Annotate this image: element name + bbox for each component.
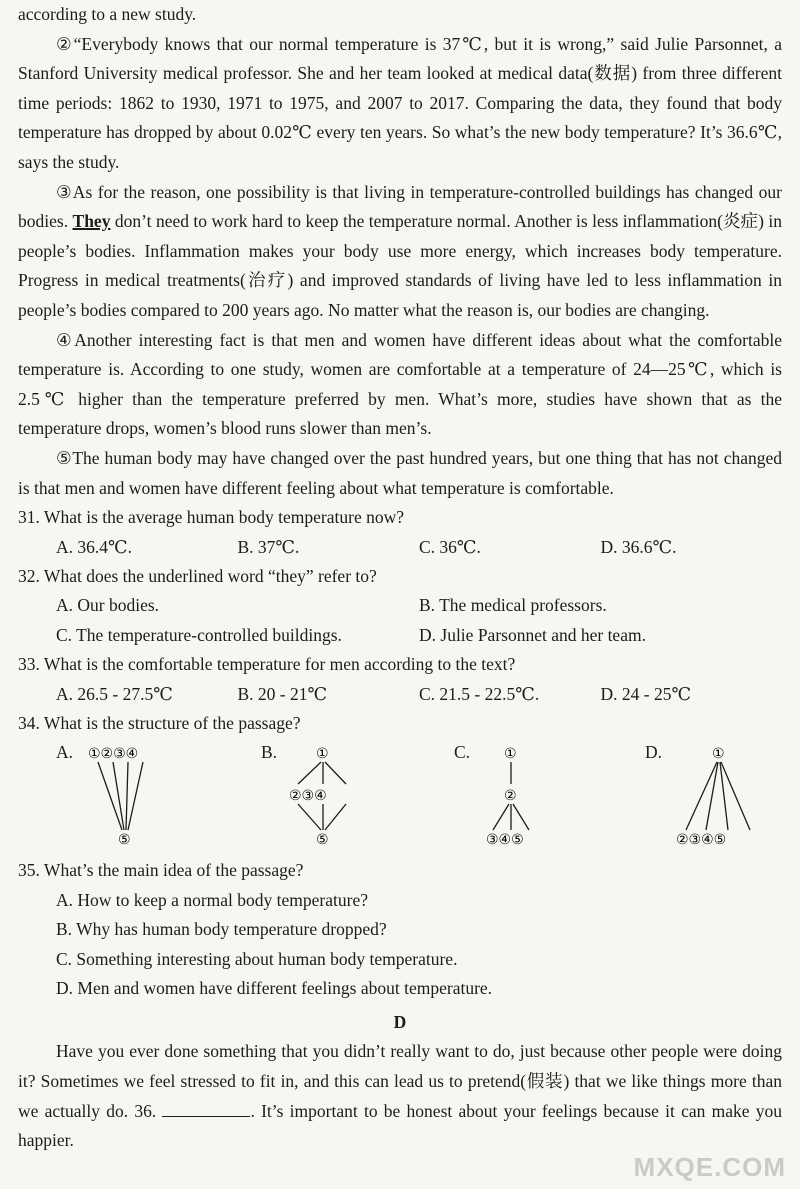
site-watermark: MXQE.COM <box>633 1152 786 1182</box>
question-31-options <box>18 533 782 562</box>
answer-blank-36[interactable] <box>162 1102 250 1117</box>
diagram-d-line-3 <box>720 762 728 830</box>
section-d-heading: D <box>393 1012 407 1033</box>
diagram-b-top-node: ① <box>316 746 329 763</box>
structure-diagram-c <box>473 738 573 856</box>
passage-paragraph-2: ②“Everybody knows that our normal temperature is 37℃, but it is wrong,” said Julie Parsonnet, a Stanford University medical professor. She and her team looked at medical data(数据) from three different time periods: 1862 to 1930, 1971 to 1975, and 2007 to 2017. Comparing the data, they found that body temperature has dropped by about 0.02℃ every ten years. So what’s the new body temperature? It’s 36.6℃, says the study. <box>18 33 782 172</box>
q34-option-c-label[interactable]: C. <box>454 742 471 763</box>
question-33-options <box>18 680 782 709</box>
q31-option-a[interactable]: A. 36.4℃. <box>56 536 132 557</box>
q35-option-b[interactable]: B. Why has human body temperature dropped? <box>56 919 387 940</box>
diagram-a-bottom-node: ⑤ <box>118 832 131 849</box>
passage-line-continued: according to a new study. <box>18 4 197 24</box>
section-d-paragraph <box>18 1037 782 1155</box>
diagram-a-top-nodes: ①②③④ <box>88 746 139 763</box>
q33-option-a[interactable]: A. 26.5 - 27.5℃ <box>56 683 173 704</box>
q35-option-c[interactable]: C. Something interesting about human body temperature. <box>56 948 458 969</box>
diagram-a-line-4 <box>128 762 143 830</box>
q34-option-d-label[interactable]: D. <box>645 742 663 763</box>
q31-option-b[interactable]: B. 37℃. <box>237 536 300 557</box>
diagram-b-line-4 <box>298 804 321 830</box>
question-31: 31. What is the average human body temperature now? <box>18 507 404 528</box>
question-35-option-d-row <box>18 974 782 1003</box>
q31-option-c[interactable]: C. 36℃. <box>419 536 481 557</box>
structure-diagram-d <box>668 738 778 856</box>
passage-paragraph-5: ⑤The human body may have changed over the past hundred years, but one thing that has not changed is that men and women have different feeling about what temperature is comfortable. <box>18 447 782 498</box>
q32-option-a[interactable]: A. Our bodies. <box>56 595 160 616</box>
q35-option-d[interactable]: D. Men and women have different feelings about temperature. <box>56 977 493 998</box>
q34-option-a-label[interactable]: A. <box>56 742 74 763</box>
p3-text-before: ③As for the reason, one possibility is that living in temperature-controlled buildings has changed our bodies. <box>18 181 782 232</box>
diagram-a-line-3 <box>126 762 128 830</box>
diagram-c-bottom-nodes: ③④⑤ <box>486 832 524 849</box>
diagram-d-line-4 <box>721 762 750 830</box>
structure-diagrams <box>18 738 782 856</box>
question-35: 35. What’s the main idea of the passage? <box>18 860 304 881</box>
diagram-b-line-3 <box>325 762 346 784</box>
q33-option-d[interactable]: D. 24 - 25℃ <box>600 683 692 704</box>
q35-option-a[interactable]: A. How to keep a normal body temperature? <box>56 889 368 910</box>
q32-option-c[interactable]: C. The temperature-controlled buildings. <box>56 624 342 645</box>
diagram-b-middle-nodes: ②③④ <box>289 788 327 805</box>
diagram-b-line-6 <box>325 804 346 830</box>
question-32: 32. What does the underlined word “they” refer to? <box>18 565 377 586</box>
q32-option-d[interactable]: D. Julie Parsonnet and her team. <box>419 624 646 645</box>
diagram-c-top-node: ① <box>504 746 517 763</box>
section-d-text-after-blank: . It’s important to be honest about your feelings because it can make you happier. <box>18 1100 782 1151</box>
diagram-c-line-4 <box>513 804 529 830</box>
underlined-word-they: They <box>72 211 111 232</box>
question-33: 33. What is the comfortable temperature for men according to the text? <box>18 654 516 675</box>
question-34: 34. What is the structure of the passage? <box>18 712 301 733</box>
section-d-text-before-blank: Have you ever done something that you didn’t really want to do, just because other people were doing it? Sometimes we feel stressed to fit in, and this can lead us to pretend(假装) that we like things more than we actually do. 36. <box>18 1041 782 1121</box>
structure-diagram-b <box>280 738 380 856</box>
passage-paragraph-3 <box>18 178 782 326</box>
q31-option-d[interactable]: D. 36.6℃. <box>600 536 677 557</box>
diagram-d-top-node: ① <box>712 746 725 763</box>
q34-option-b-label[interactable]: B. <box>261 742 278 763</box>
passage-paragraph-4: ④Another interesting fact is that men and women have different ideas about what the comfortable temperature is. According to one study, women are comfortable at a temperature of 24—25℃, which is 2.5℃ higher than the temperature preferred by men. What’s more, studies have shown that as the temperature drops, women’s blood runs slower than men’s. <box>18 329 782 439</box>
diagram-d-bottom-nodes: ②③④⑤ <box>676 832 727 849</box>
question-32-options-row2 <box>18 621 782 650</box>
structure-diagram-a <box>78 738 178 856</box>
q32-option-b[interactable]: B. The medical professors. <box>419 595 607 616</box>
diagram-c-line-2 <box>493 804 509 830</box>
p3-text-after: don’t need to work hard to keep the temperature normal. Another is less inflammation(炎症) in people’s bodies. Inflammation makes your body use more energy, which increases body temperature. Progress in medical treatments(治疗) and improved standards of living have led to less inflammation in people’s bodies compared to 200 years ago. No matter what the reason is, our bodies are changing. <box>18 211 782 320</box>
diagram-b-line-1 <box>298 762 321 784</box>
diagram-b-bottom-node: ⑤ <box>316 832 329 849</box>
question-35-option-c-row <box>18 945 782 974</box>
question-35-option-b-row <box>18 915 782 944</box>
q33-option-b[interactable]: B. 20 - 21℃ <box>237 683 328 704</box>
q33-option-c[interactable]: C. 21.5 - 22.5℃. <box>419 683 540 704</box>
diagram-c-middle-node: ② <box>504 788 517 805</box>
question-35-option-a-row <box>18 886 782 915</box>
question-32-options-row1 <box>18 591 782 620</box>
